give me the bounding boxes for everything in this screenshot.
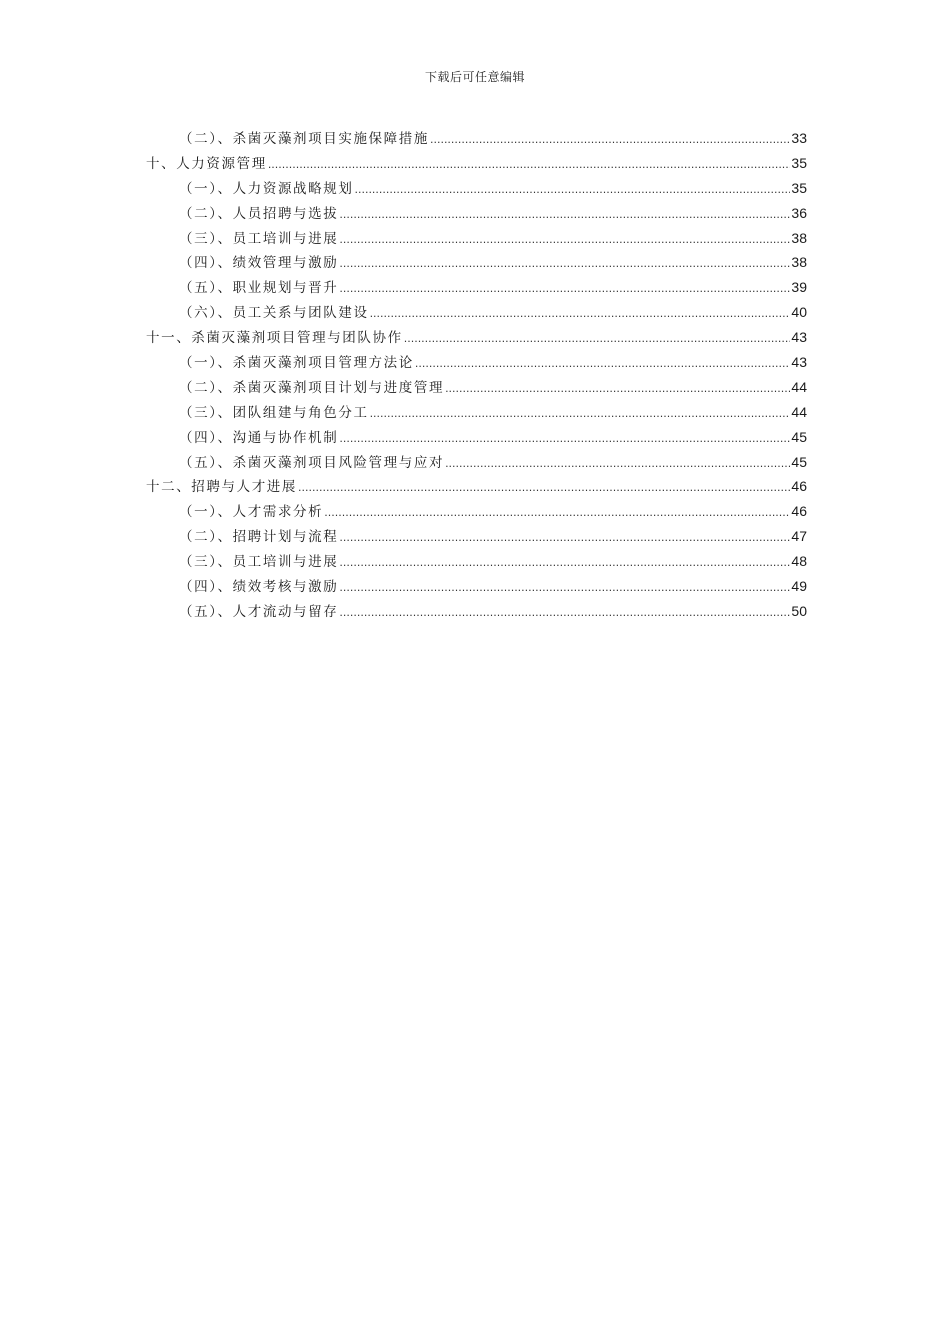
toc-entry-page: 43	[791, 329, 807, 346]
toc-entry-title: （五）、职业规划与晋升	[179, 280, 339, 297]
toc-dot-leader	[445, 380, 790, 396]
toc-entry-title: （四）、沟通与协作机制	[179, 429, 339, 446]
toc-entry-title: （二）、人员招聘与选拔	[179, 205, 339, 222]
toc-entry-page: 47	[791, 528, 807, 545]
toc-entry[interactable]	[146, 451, 807, 476]
table-of-contents	[146, 127, 807, 625]
toc-entry-page: 49	[791, 578, 807, 595]
toc-entry-page: 36	[791, 204, 807, 221]
toc-dot-leader	[339, 231, 790, 247]
toc-entry-title: （四）、绩效管理与激励	[179, 255, 339, 272]
toc-entry[interactable]	[146, 475, 807, 500]
toc-entry[interactable]	[146, 376, 807, 401]
toc-entry[interactable]	[146, 351, 807, 376]
toc-entry[interactable]	[146, 202, 807, 227]
toc-entry-title: （三）、员工培训与进展	[179, 230, 339, 247]
toc-entry-title: （一）、人力资源战略规划	[179, 180, 354, 197]
toc-entry[interactable]	[146, 251, 807, 276]
toc-entry-title: （一）、人才需求分析	[179, 504, 324, 521]
toc-entry[interactable]	[146, 500, 807, 525]
toc-entry-page: 40	[791, 304, 807, 321]
toc-dot-leader	[324, 504, 790, 520]
toc-entry-title: 十二、招聘与人才进展	[146, 479, 297, 496]
toc-entry-title: （二）、杀菌灭藻剂项目实施保障措施	[179, 131, 429, 147]
toc-entry-page: 35	[791, 179, 807, 196]
toc-entry[interactable]	[146, 575, 807, 600]
toc-entry[interactable]	[146, 326, 807, 351]
toc-entry-title: （六）、员工关系与团队建设	[179, 305, 369, 322]
toc-entry-page: 45	[791, 428, 807, 445]
toc-dot-leader	[339, 604, 790, 620]
toc-entry-title: （二）、招聘计划与流程	[179, 529, 339, 546]
toc-entry-page: 44	[791, 403, 807, 420]
toc-dot-leader	[430, 131, 790, 147]
toc-dot-leader	[445, 455, 790, 471]
toc-entry-title: （五）、人才流动与留存	[179, 603, 339, 620]
toc-entry-page: 48	[791, 553, 807, 570]
toc-entry-page: 38	[791, 229, 807, 246]
toc-entry[interactable]	[146, 550, 807, 575]
toc-entry[interactable]	[146, 426, 807, 451]
toc-entry[interactable]	[146, 127, 807, 152]
toc-entry-title: 十、人力资源管理	[146, 155, 267, 172]
toc-entry-title: （五）、杀菌灭藻剂项目风险管理与应对	[179, 454, 445, 471]
toc-entry-title: （一）、杀菌灭藻剂项目管理方法论	[179, 355, 414, 372]
toc-dot-leader	[339, 579, 790, 595]
toc-entry-page: 46	[791, 503, 807, 520]
toc-entry[interactable]	[146, 152, 807, 177]
toc-dot-leader	[339, 206, 790, 222]
toc-entry-page: 38	[791, 254, 807, 271]
toc-entry[interactable]	[146, 600, 807, 625]
toc-entry[interactable]	[146, 276, 807, 301]
toc-dot-leader	[354, 181, 790, 197]
toc-entry-page: 45	[791, 453, 807, 470]
toc-dot-leader	[339, 280, 790, 296]
toc-entry[interactable]	[146, 177, 807, 202]
toc-dot-leader	[370, 305, 791, 321]
toc-dot-leader	[339, 554, 790, 570]
toc-entry-page: 33	[791, 130, 807, 146]
toc-entry-title: （三）、员工培训与进展	[179, 554, 339, 571]
toc-entry-title: （二）、杀菌灭藻剂项目计划与进度管理	[179, 379, 445, 396]
toc-entry-page: 35	[791, 154, 807, 171]
toc-entry-title: 十一、杀菌灭藻剂项目管理与团队协作	[146, 330, 403, 347]
toc-dot-leader	[370, 405, 791, 421]
toc-dot-leader	[415, 355, 791, 371]
toc-entry[interactable]	[146, 227, 807, 252]
toc-entry[interactable]	[146, 525, 807, 550]
toc-entry-page: 43	[791, 354, 807, 371]
toc-entry[interactable]	[146, 401, 807, 426]
page-header: 下载后可任意编辑	[424, 70, 525, 84]
toc-dot-leader	[298, 479, 790, 495]
toc-entry-title: （四）、绩效考核与激励	[179, 579, 339, 596]
toc-dot-leader	[339, 255, 790, 271]
toc-dot-leader	[339, 529, 790, 545]
toc-dot-leader	[404, 330, 791, 346]
toc-entry-page: 44	[791, 378, 807, 395]
toc-entry[interactable]	[146, 301, 807, 326]
toc-entry-page: 39	[791, 279, 807, 296]
toc-dot-leader	[268, 156, 791, 172]
toc-dot-leader	[339, 430, 790, 446]
toc-entry-page: 50	[791, 602, 807, 619]
toc-entry-title: （三）、团队组建与角色分工	[179, 404, 369, 421]
toc-entry-page: 46	[791, 478, 807, 495]
